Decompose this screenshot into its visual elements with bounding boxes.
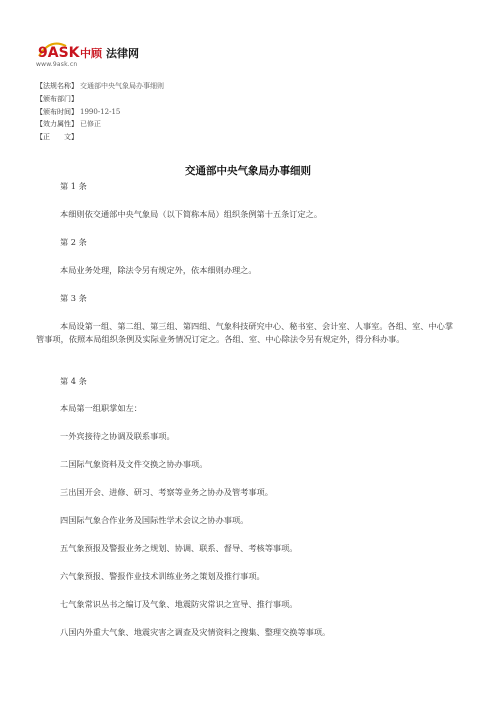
list-item: 七气象常识丛书之编订及气象、地震防灾常识之宣导、推行事项。 bbox=[60, 599, 298, 609]
list-item: 三出国开会、进修、研习、考察等业务之协办及管考事项。 bbox=[60, 487, 273, 497]
article-heading: 第 3 条 bbox=[60, 293, 87, 303]
meta-key: 【颁布部门】 bbox=[36, 94, 78, 103]
meta-key: 【效力属性】 bbox=[36, 120, 78, 129]
list-item: 八国内外重大气象、地震灾害之调查及灾情资料之搜集、整理交换等事项。 bbox=[60, 627, 331, 637]
logo-brand: 9ASK bbox=[38, 45, 80, 61]
meta-row bbox=[36, 118, 164, 131]
article-text: 本局第一组职掌如左： bbox=[60, 403, 142, 413]
meta-value: 交通部中央气象局办事细则 bbox=[80, 82, 164, 90]
article-text: 本局设第一组、第二组、第三组、第四组、气象科技研究中心、秘书室、会计室、人事室。各组、室、中心掌管事项，依照本局组织条例及实际业务情况订定之。各组、室、中心除法令另有规定外，得分科办事。 bbox=[36, 321, 454, 344]
meta-value: 1990-12-15 bbox=[80, 107, 121, 116]
meta-value: 已修正 bbox=[80, 120, 101, 129]
list-item: 五气象预报及警报业务之规划、协调、联系、督导、考核等事项。 bbox=[60, 543, 298, 553]
meta-key: 【颁布时间】 bbox=[36, 107, 78, 116]
list-item: 一外宾接待之协调及联系事项。 bbox=[60, 431, 175, 441]
article-text: 本细则依交通部中央气象局（以下简称本局）组织条例第十五条订定之。 bbox=[60, 209, 323, 219]
meta-row bbox=[36, 131, 164, 144]
meta-block bbox=[36, 80, 164, 144]
logo-graphic bbox=[36, 36, 146, 64]
document-title: 交通部中央气象局办事细则 bbox=[185, 165, 311, 177]
logo-cn-right: 法律网 bbox=[106, 47, 139, 60]
list-item: 六气象预报、警报作业技术训练业务之策划及推行事项。 bbox=[60, 571, 265, 581]
list-item: 四国际气象合作业务及国际性学术会议之协办事项。 bbox=[60, 515, 249, 525]
meta-row bbox=[36, 93, 164, 106]
article-heading: 第 1 条 bbox=[60, 181, 87, 191]
meta-row bbox=[36, 80, 164, 93]
meta-key: 【正 文】 bbox=[36, 133, 78, 142]
article-heading: 第 2 条 bbox=[60, 237, 87, 247]
meta-key: 【法规名称】 bbox=[36, 82, 78, 90]
article-heading: 第 4 条 bbox=[60, 376, 87, 386]
meta-row bbox=[36, 106, 164, 119]
article-text: 本局业务处理，除法令另有规定外，依本细则办理之。 bbox=[60, 265, 257, 275]
logo-url: www.9ask.cn bbox=[36, 61, 78, 68]
logo-cn-left: 中顾 bbox=[80, 47, 102, 60]
list-item: 二国际气象资料及文件交换之协办事项。 bbox=[60, 459, 208, 469]
